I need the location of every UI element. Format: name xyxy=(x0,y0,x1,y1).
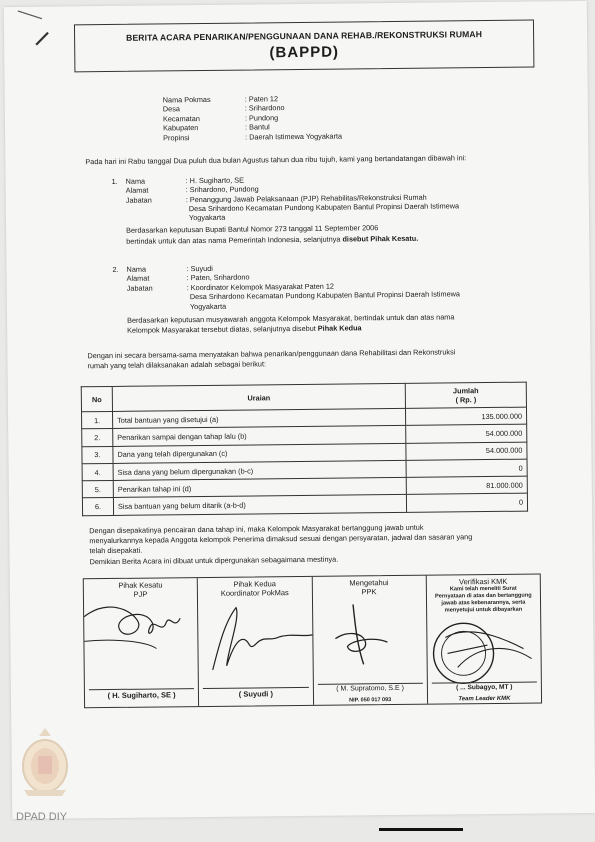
party2-label: Jabatan xyxy=(126,283,153,293)
intro-paragraph: Pada hari ini Rabu tanggal Dua puluh dua bulan Agustus tahun dua ribu tujuh, kami yang bertandatangan dibawah ini: xyxy=(85,153,467,167)
party1-label: Nama xyxy=(125,176,146,186)
row-amount: 0 xyxy=(406,459,527,478)
document-subtitle: (BAPPD) xyxy=(269,43,340,62)
party1-jabatan-cont2: Yogyakarta xyxy=(188,212,226,223)
party2-value: : Koordinator Kelompok Masyarakat Paten 12 xyxy=(186,281,334,292)
header-jumlah xyxy=(405,382,526,408)
sig3-role: PPK xyxy=(361,587,377,597)
row-no: 2. xyxy=(82,429,113,447)
sig4-line: Kami telah meneliti Surat xyxy=(449,585,517,593)
table-row xyxy=(82,494,527,516)
pokmas-label: Kabupaten xyxy=(162,123,199,133)
signature-pihak-kesatu xyxy=(84,578,200,707)
header-jumlah-unit: ( Rp. ) xyxy=(455,395,477,405)
sig2-title: Pihak Kedua xyxy=(233,579,277,589)
disbursement-table xyxy=(81,382,528,516)
sig4-role: Team Leader KMK xyxy=(458,695,511,703)
pokmas-info xyxy=(163,94,342,143)
document-title: BERITA ACARA PENARIKAN/PENGGUNAAN DANA REHAB./REKONSTRUKSI RUMAH xyxy=(126,29,483,43)
party1-number: 1. xyxy=(111,176,118,186)
party1-value: : H. Sugiharto, SE xyxy=(185,175,245,186)
party2-label: Nama xyxy=(126,264,147,274)
row-no: 1. xyxy=(82,411,113,429)
sig3-title: Mengetahui xyxy=(349,578,389,588)
pokmas-value: : Daerah Istimewa Yogyakarta xyxy=(245,131,343,142)
signature-pihak-kedua xyxy=(198,577,314,706)
row-amount: 54.000.000 xyxy=(406,442,527,461)
row-desc: Dana yang telah dipergunakan (c) xyxy=(113,443,406,463)
sig1-title: Pihak Kesatu xyxy=(118,580,163,590)
row-amount: 135.000.000 xyxy=(405,407,526,426)
sig4-line: jawab atas kebenarannya, serta xyxy=(441,599,526,607)
sig2-name: ( Suyudi ) xyxy=(203,687,308,703)
party1-basis: Berdasarkan keputusan Bupati Bantul Nomor 273 tanggal 11 September 2006 xyxy=(126,223,379,235)
party1-designation xyxy=(126,234,418,247)
agreement-line1: Dengan ini secara bersama-sama menyatakan bahwa penarikan/penggunaan dana Rehabilitasi dan Rekonstruksi xyxy=(87,347,456,361)
signature-2-icon xyxy=(198,577,317,688)
dpad-emblem-icon xyxy=(16,726,74,800)
row-desc: Sisa bantuan yang belum ditarik (a-b-d) xyxy=(113,495,406,515)
signature-1-icon xyxy=(84,578,203,689)
party1-value: : Penanggung Jawab Pelaksanaan (PJP) Rehabilitas/Rekonstruksi Rumah xyxy=(185,192,427,204)
pokmas-label: Desa xyxy=(162,104,180,114)
sig4-line: menyetujui untuk dibayarkan xyxy=(444,606,523,614)
row-desc: Penarikan tahap ini (d) xyxy=(113,478,406,498)
party2-jabatan-cont: Desa Srihardono Kecamatan Pundong Kabupaten Bantul Propinsi Daerah Istimewa xyxy=(189,289,460,302)
row-amount: 0 xyxy=(406,494,527,513)
row-no: 5. xyxy=(82,481,113,499)
pokmas-row xyxy=(163,131,342,142)
sig4-title: Verifikasi KMK xyxy=(458,576,508,587)
closing-line1: Dengan disepakatinya pencairan dana tahap ini, maka Kelompok Masyarakat bertanggung jawab untuk xyxy=(89,522,424,536)
party2-basis: Berdasarkan keputusan musyawarah anggota Kelompok Masyarakat, bertindak untuk dan atas nama xyxy=(127,312,455,325)
closing-line3: telah disepakati. xyxy=(89,545,143,556)
row-desc: Total bantuan yang disetujui (a) xyxy=(113,408,406,428)
sig1-role: PJP xyxy=(133,589,148,599)
sig4-line: Pernyataan di atas dan bertanggung xyxy=(434,592,532,600)
party2-value: : Suyudi xyxy=(186,263,213,274)
sig3-name: ( M. Supratomo, S.E ) xyxy=(317,683,422,695)
signature-mengetahui xyxy=(312,576,428,705)
scan-edge-bar xyxy=(379,828,463,831)
party2-designation-text: Kelompok Masyarakat tersebut diatas, selanjutnya disebut xyxy=(127,323,318,335)
party1-label: Jabatan xyxy=(125,195,152,205)
pen-mark-icon xyxy=(14,7,54,51)
signature-3-icon xyxy=(312,576,423,687)
pokmas-value: : Srihardono xyxy=(244,103,285,113)
party2-number: 2. xyxy=(112,264,119,274)
row-amount: 54.000.000 xyxy=(406,424,527,443)
sig3-nip: NIP. 050 017 093 xyxy=(349,697,392,704)
party1-designation-text: bertindak untuk dan atas nama Pemerintah Indonesia, selanjutnya xyxy=(126,234,343,246)
agreement-line2: rumah yang telah dilaksanakan adalah sebagai berikut: xyxy=(87,359,267,371)
row-no: 6. xyxy=(82,498,113,516)
signature-table xyxy=(83,573,542,708)
party1-designation-bold: disebut Pihak Kesatu. xyxy=(342,233,419,244)
document-sheet xyxy=(4,1,595,819)
pokmas-label: Kecamatan xyxy=(162,113,200,124)
watermark-text: DPAD DIY xyxy=(16,811,68,823)
party1-info xyxy=(126,174,427,205)
row-no: 3. xyxy=(82,446,113,464)
party2-designation xyxy=(127,323,362,335)
party1-jabatan-cont: Desa Srihardono Kecamatan Pundong Kabupaten Bantul Propinsi Daerah Istimewa xyxy=(188,201,460,214)
party2-info xyxy=(126,263,334,293)
closing-line2: menyalurkannya kepada Anggota kelompok Penerima dimaksud sesuai dengan persyaratan, jadwal dan sasaran yang xyxy=(89,532,473,546)
sig2-role: Koordinator PokMas xyxy=(220,588,289,598)
row-desc: Sisa dana yang belum dipergunakan (b-c) xyxy=(113,460,406,480)
signature-verifikasi-kmk xyxy=(426,574,541,703)
row-desc: Penarikan sampai dengan tahap lalu (b) xyxy=(113,426,406,446)
title-box xyxy=(74,20,534,73)
sig4-name: ( ... Subagyo, MT ) xyxy=(432,682,537,694)
party2-label: Alamat xyxy=(126,273,150,284)
header-uraian: Uraian xyxy=(112,383,405,411)
pokmas-label: Nama Pokmas xyxy=(162,94,211,105)
row-no: 4. xyxy=(82,463,113,481)
party1-value: : Srihardono, Pundong xyxy=(185,184,259,195)
party2-value: : Paten, Srihardono xyxy=(186,272,250,283)
pokmas-label: Propinsi xyxy=(163,132,190,143)
pokmas-value: : Bantul xyxy=(244,122,270,132)
party2-designation-bold: Pihak Kedua xyxy=(317,323,362,333)
party1-label: Alamat xyxy=(125,185,149,196)
pokmas-value: : Pundong xyxy=(244,113,279,123)
closing-line4: Demikian Berita Acara ini dibuat untuk dipergunakan sebagaimana mestinya. xyxy=(89,554,339,567)
sig1-name: ( H. Sugiharto, SE ) xyxy=(89,688,194,704)
pokmas-value: : Paten 12 xyxy=(244,94,279,104)
header-jumlah-label: Jumlah xyxy=(452,386,479,396)
header-no: No xyxy=(81,386,112,411)
row-amount: 81.000.000 xyxy=(406,476,527,495)
party2-jabatan-cont2: Yogyakarta xyxy=(189,301,227,312)
